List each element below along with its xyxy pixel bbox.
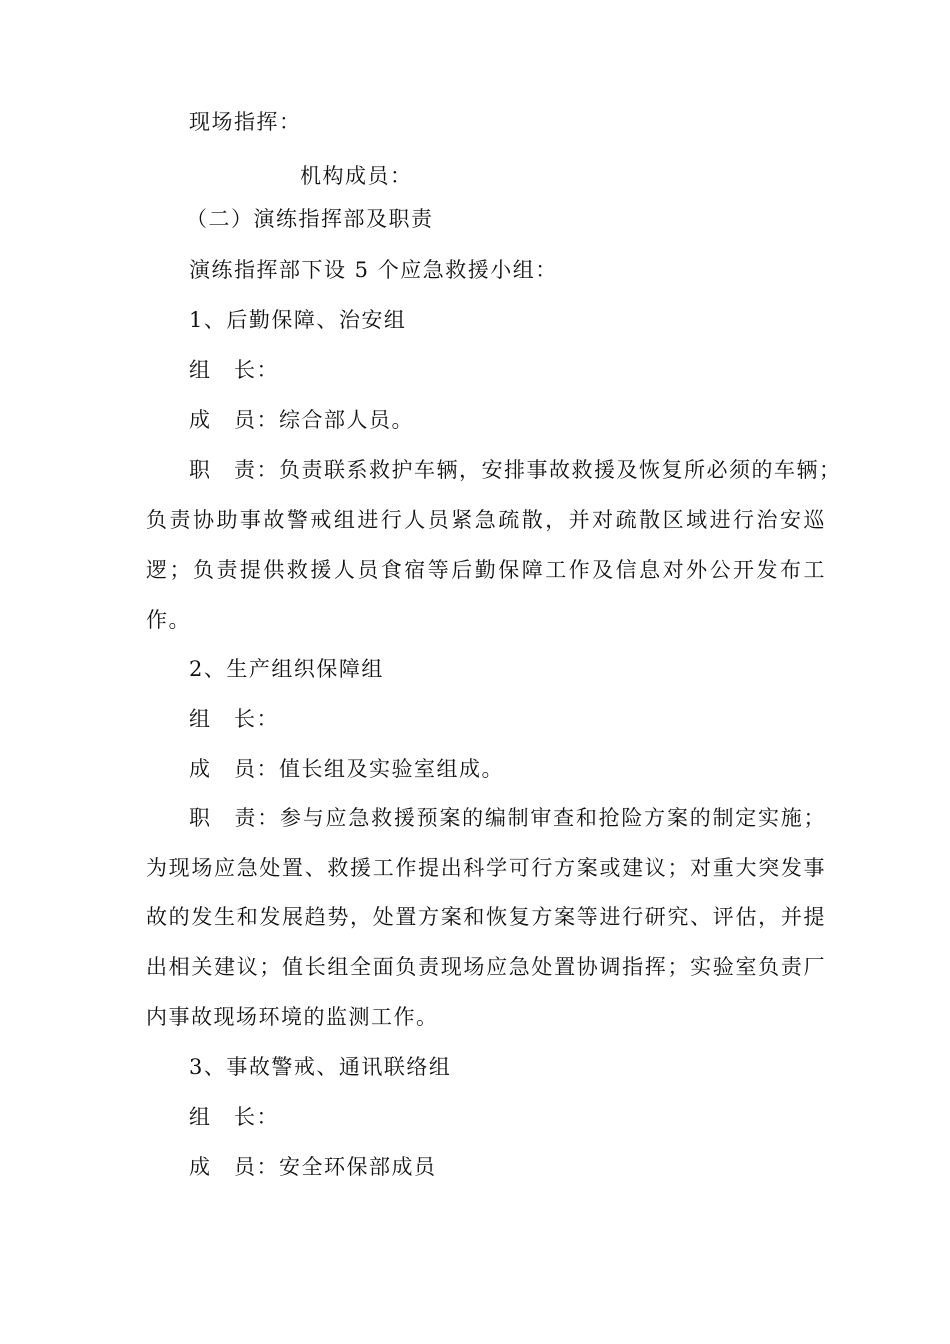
group-2-duty-line-3: 故的发生和发展趋势，处置方案和恢复方案等进行研究、评估，并提 [146,905,826,929]
group-3-title: 3、事故警戒、通讯联络组 [189,1055,452,1079]
group-2-duty-line-4: 出相关建议；值长组全面负责现场应急处置协调指挥；实验室负责厂 [146,955,826,979]
group-3-leader: 组 长： [189,1105,279,1129]
field-members: 机构成员： [300,164,413,188]
section-heading: （二）演练指挥部及职责 [186,207,434,231]
group-2-title: 2、生产组织保障组 [189,657,384,681]
group-3-members: 成 员：安全环保部成员 [189,1155,437,1179]
field-onsite-commander: 现场指挥： [189,110,302,134]
group-1-duty-line-1: 职 责：负责联系救护车辆，安排事故救援及恢复所必须的车辆； [189,458,842,482]
group-2-leader: 组 长： [189,707,279,731]
group-2-duty-line-2: 为现场应急处置、救援工作提出科学可行方案或建议；对重大突发事 [146,856,826,880]
group-1-duty-line-3: 逻；负责提供救援人员食宿等后勤保障工作及信息对外公开发布工 [146,558,826,582]
group-1-duty-line-2: 负责协助事故警戒组进行人员紧急疏散，并对疏散区域进行治安巡 [146,508,826,532]
group-1-members: 成 员：综合部人员。 [189,408,414,432]
group-2-duty-line-1: 职 责：参与应急救援预案的编制审查和抢险方案的制定实施； [189,806,826,830]
group-1-title: 1、后勤保障、治安组 [189,308,407,332]
group-1-duty-line-4: 作。 [146,608,191,632]
paragraph-intro: 演练指挥部下设 5 个应急救援小组： [189,258,558,282]
group-2-duty-line-5: 内事故现场环境的监测工作。 [146,1005,439,1029]
group-1-leader: 组 长： [189,358,279,382]
group-2-members: 成 员：值长组及实验室组成。 [189,757,504,781]
